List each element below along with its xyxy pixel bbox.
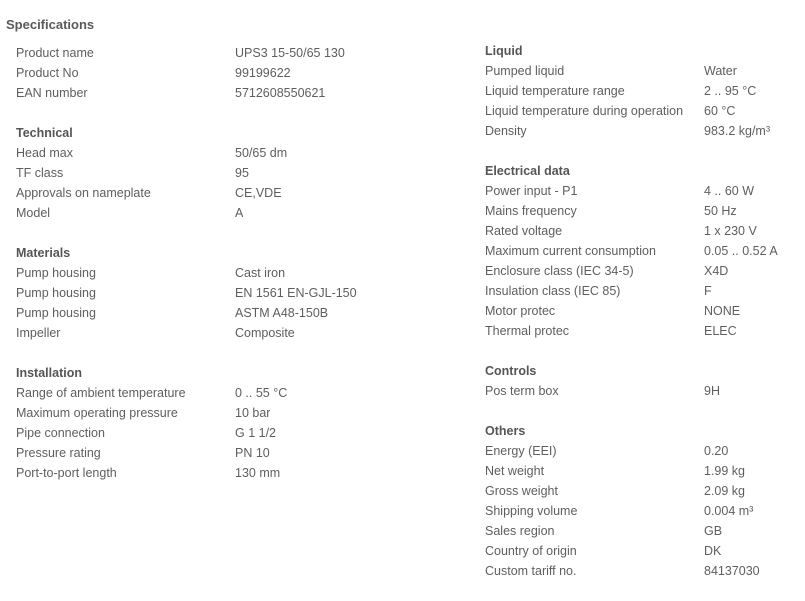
spec-value: F bbox=[704, 284, 712, 298]
section-installation bbox=[16, 363, 466, 483]
spec-label: Sales region bbox=[485, 524, 555, 538]
section-product-info bbox=[16, 43, 466, 103]
spec-row bbox=[485, 241, 805, 261]
spec-row bbox=[485, 501, 805, 521]
section-heading: Liquid bbox=[485, 44, 523, 58]
section-technical bbox=[16, 123, 466, 223]
spec-value: Composite bbox=[235, 326, 295, 340]
spec-row bbox=[16, 403, 466, 423]
spec-value: PN 10 bbox=[235, 446, 270, 460]
spec-value: CE,VDE bbox=[235, 186, 282, 200]
spec-row bbox=[485, 301, 805, 321]
spec-value: 2.09 kg bbox=[704, 484, 746, 498]
spec-value: 95 bbox=[235, 166, 249, 180]
section-electrical-data bbox=[485, 161, 805, 341]
spec-value: 84137030 bbox=[704, 564, 760, 578]
section-heading: Technical bbox=[16, 126, 73, 140]
spec-row bbox=[485, 461, 805, 481]
spec-row bbox=[485, 221, 805, 241]
spec-value: 4 .. 60 W bbox=[704, 184, 755, 198]
spec-value: 50 Hz bbox=[704, 204, 737, 218]
spec-label: Pumped liquid bbox=[485, 64, 565, 78]
spec-value: 60 °C bbox=[704, 104, 736, 118]
spec-label: Motor protec bbox=[485, 304, 556, 318]
spec-row bbox=[485, 521, 805, 541]
spec-label: Enclosure class (IEC 34-5) bbox=[485, 264, 634, 278]
spec-label: Insulation class (IEC 85) bbox=[485, 284, 621, 298]
spec-value: NONE bbox=[704, 304, 741, 318]
spec-row bbox=[16, 463, 466, 483]
spec-label: Maximum current consumption bbox=[485, 244, 656, 258]
spec-value: X4D bbox=[704, 264, 729, 278]
spec-label: Energy (EEI) bbox=[485, 444, 557, 458]
spec-value: 10 bar bbox=[235, 406, 271, 420]
spec-row bbox=[485, 61, 805, 81]
left-spec-column bbox=[16, 43, 466, 503]
spec-value: Water bbox=[704, 64, 737, 78]
spec-value: ELEC bbox=[704, 324, 737, 338]
spec-row bbox=[485, 101, 805, 121]
spec-row bbox=[485, 81, 805, 101]
spec-label: Net weight bbox=[485, 464, 545, 478]
spec-value: 983.2 kg/m³ bbox=[704, 124, 771, 138]
spec-row bbox=[485, 381, 805, 401]
right-spec-column bbox=[485, 41, 805, 601]
spec-label: Liquid temperature during operation bbox=[485, 104, 684, 118]
spec-row bbox=[16, 443, 466, 463]
spec-label: Maximum operating pressure bbox=[16, 406, 178, 420]
spec-label: Thermal protec bbox=[485, 324, 570, 338]
section-materials bbox=[16, 243, 466, 343]
spec-label: Pump housing bbox=[16, 286, 96, 300]
spec-label: Approvals on nameplate bbox=[16, 186, 151, 200]
spec-row bbox=[485, 561, 805, 581]
spec-label: Gross weight bbox=[485, 484, 558, 498]
spec-value: 0.05 .. 0.52 A bbox=[704, 244, 778, 258]
spec-label: Model bbox=[16, 206, 51, 220]
spec-value: 1.99 kg bbox=[704, 464, 746, 478]
spec-label: Density bbox=[485, 124, 527, 138]
spec-label: Impeller bbox=[16, 326, 61, 340]
spec-value: UPS3 15-50/65 130 bbox=[235, 46, 345, 60]
spec-row bbox=[16, 283, 466, 303]
section-heading: Controls bbox=[485, 364, 537, 378]
spec-label: Range of ambient temperature bbox=[16, 386, 186, 400]
spec-row bbox=[16, 423, 466, 443]
spec-label: Pipe connection bbox=[16, 426, 105, 440]
spec-label: Product name bbox=[16, 46, 94, 60]
spec-value: GB bbox=[704, 524, 723, 538]
section-heading: Others bbox=[485, 424, 526, 438]
spec-row bbox=[16, 163, 466, 183]
spec-row bbox=[16, 43, 466, 63]
spec-row bbox=[485, 481, 805, 501]
spec-value: 0.004 m³ bbox=[704, 504, 754, 518]
spec-value: A bbox=[235, 206, 244, 220]
spec-value: 50/65 dm bbox=[235, 146, 288, 160]
section-heading: Materials bbox=[16, 246, 71, 260]
spec-row bbox=[485, 261, 805, 281]
spec-value: 5712608550621 bbox=[235, 86, 326, 100]
spec-value: 0.20 bbox=[704, 444, 729, 458]
spec-row bbox=[485, 321, 805, 341]
section-heading: Installation bbox=[16, 366, 82, 380]
spec-value: DK bbox=[704, 544, 722, 558]
spec-label: Mains frequency bbox=[485, 204, 577, 218]
spec-label: Custom tariff no. bbox=[485, 564, 577, 578]
spec-label: Pressure rating bbox=[16, 446, 101, 460]
spec-row bbox=[485, 441, 805, 461]
spec-value: ASTM A48-150B bbox=[235, 306, 329, 320]
spec-label: Rated voltage bbox=[485, 224, 563, 238]
section-heading: Electrical data bbox=[485, 164, 570, 178]
spec-label: Liquid temperature range bbox=[485, 84, 625, 98]
spec-label: EAN number bbox=[16, 86, 88, 100]
spec-row bbox=[16, 143, 466, 163]
spec-label: Pump housing bbox=[16, 306, 96, 320]
page-title: Specifications bbox=[6, 17, 95, 32]
spec-value: Cast iron bbox=[235, 266, 286, 280]
spec-label: Head max bbox=[16, 146, 73, 160]
spec-label: Country of origin bbox=[485, 544, 577, 558]
spec-row bbox=[485, 181, 805, 201]
spec-row bbox=[16, 203, 466, 223]
spec-label: Shipping volume bbox=[485, 504, 578, 518]
spec-value: EN 1561 EN-GJL-150 bbox=[235, 286, 357, 300]
spec-label: Port-to-port length bbox=[16, 466, 117, 480]
section-controls bbox=[485, 361, 805, 401]
spec-value: 1 x 230 V bbox=[704, 224, 757, 238]
spec-row bbox=[485, 541, 805, 561]
spec-value: 130 mm bbox=[235, 466, 281, 480]
spec-label: Pos term box bbox=[485, 384, 559, 398]
spec-value: 99199622 bbox=[235, 66, 291, 80]
spec-value: 2 .. 95 °C bbox=[704, 84, 757, 98]
spec-row bbox=[16, 183, 466, 203]
spec-label: Power input - P1 bbox=[485, 184, 578, 198]
spec-row bbox=[16, 83, 466, 103]
section-liquid bbox=[485, 41, 805, 141]
spec-value: G 1 1/2 bbox=[235, 426, 276, 440]
spec-value: 0 .. 55 °C bbox=[235, 386, 288, 400]
spec-label: Pump housing bbox=[16, 266, 96, 280]
spec-row bbox=[485, 201, 805, 221]
spec-row bbox=[16, 383, 466, 403]
spec-row bbox=[16, 63, 466, 83]
spec-label: TF class bbox=[16, 166, 64, 180]
spec-row bbox=[16, 303, 466, 323]
section-others bbox=[485, 421, 805, 581]
spec-row bbox=[485, 121, 805, 141]
spec-row bbox=[485, 281, 805, 301]
spec-value: 9H bbox=[704, 384, 720, 398]
spec-row bbox=[16, 323, 466, 343]
spec-label: Product No bbox=[16, 66, 79, 80]
spec-row bbox=[16, 263, 466, 283]
